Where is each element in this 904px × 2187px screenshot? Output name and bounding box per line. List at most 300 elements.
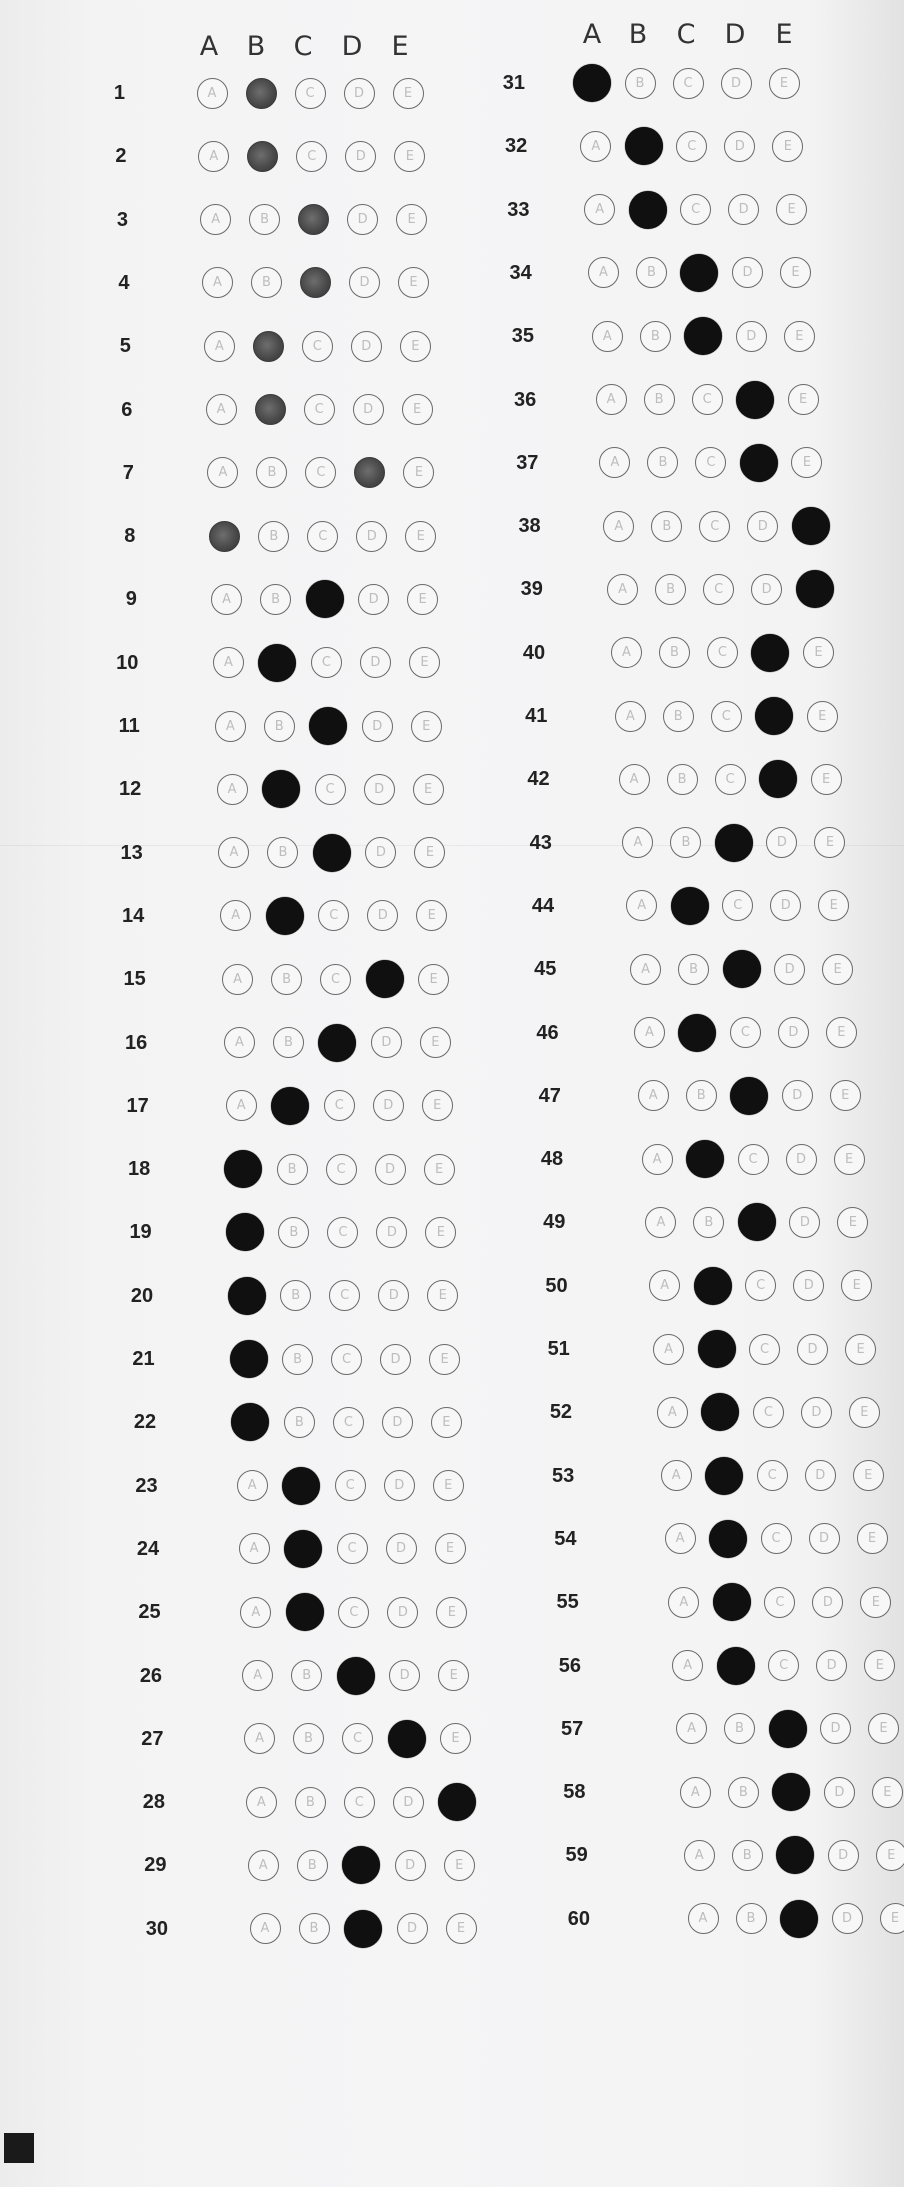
answer-bubble-c[interactable]: C xyxy=(761,1523,792,1554)
answer-bubble-b[interactable]: B xyxy=(625,68,656,99)
answer-bubble-d[interactable]: D xyxy=(820,1713,851,1744)
answer-bubble-e[interactable]: E xyxy=(393,78,424,109)
answer-bubble-b[interactable]: B xyxy=(728,1777,759,1808)
answer-bubble-a[interactable]: A xyxy=(611,637,642,668)
answer-bubble-d[interactable]: D xyxy=(766,827,797,858)
answer-bubble-e[interactable]: E xyxy=(431,1407,462,1438)
answer-bubble-b[interactable] xyxy=(255,394,286,425)
answer-bubble-e[interactable]: E xyxy=(409,647,440,678)
answer-bubble-b[interactable] xyxy=(709,1520,747,1558)
answer-bubble-b[interactable] xyxy=(701,1393,739,1431)
answer-bubble-a[interactable]: A xyxy=(197,78,228,109)
answer-bubble-b[interactable]: B xyxy=(655,574,686,605)
answer-bubble-c[interactable]: C xyxy=(318,900,349,931)
answer-bubble-b[interactable]: B xyxy=(670,827,701,858)
answer-bubble-c[interactable] xyxy=(772,1773,810,1811)
answer-bubble-c[interactable]: C xyxy=(707,637,738,668)
answer-bubble-b[interactable]: B xyxy=(278,1217,309,1248)
answer-bubble-b[interactable] xyxy=(678,1014,716,1052)
answer-bubble-e[interactable]: E xyxy=(420,1027,451,1058)
answer-bubble-e[interactable]: E xyxy=(407,584,438,615)
answer-bubble-b[interactable]: B xyxy=(280,1280,311,1311)
answer-bubble-b[interactable]: B xyxy=(299,1913,330,1944)
answer-bubble-e[interactable]: E xyxy=(811,764,842,795)
answer-bubble-a[interactable]: A xyxy=(657,1397,688,1428)
answer-bubble-a[interactable]: A xyxy=(220,900,251,931)
answer-bubble-d[interactable]: D xyxy=(345,141,376,172)
answer-bubble-c[interactable]: C xyxy=(768,1650,799,1681)
answer-bubble-d[interactable]: D xyxy=(721,68,752,99)
answer-bubble-b[interactable]: B xyxy=(647,447,678,478)
answer-bubble-e[interactable]: E xyxy=(826,1017,857,1048)
answer-bubble-d[interactable]: D xyxy=(344,78,375,109)
answer-bubble-e[interactable]: E xyxy=(433,1470,464,1501)
answer-bubble-d[interactable]: D xyxy=(360,647,391,678)
answer-bubble-c[interactable] xyxy=(730,1077,768,1115)
answer-bubble-b[interactable]: B xyxy=(297,1850,328,1881)
answer-bubble-b[interactable] xyxy=(262,770,300,808)
answer-bubble-a[interactable]: A xyxy=(239,1533,270,1564)
answer-bubble-d[interactable]: D xyxy=(786,1144,817,1175)
answer-bubble-d[interactable]: D xyxy=(364,774,395,805)
answer-bubble-a[interactable]: A xyxy=(661,1460,692,1491)
answer-bubble-a[interactable]: A xyxy=(244,1723,275,1754)
answer-bubble-e[interactable]: E xyxy=(418,964,449,995)
answer-bubble-c[interactable]: C xyxy=(295,78,326,109)
answer-bubble-c[interactable]: C xyxy=(307,521,338,552)
answer-bubble-c[interactable]: C xyxy=(738,1144,769,1175)
answer-bubble-a[interactable]: A xyxy=(204,331,235,362)
answer-bubble-e[interactable]: E xyxy=(427,1280,458,1311)
answer-bubble-a[interactable]: A xyxy=(217,774,248,805)
answer-bubble-d[interactable] xyxy=(751,634,789,672)
answer-bubble-a[interactable]: A xyxy=(607,574,638,605)
answer-bubble-a[interactable] xyxy=(228,1277,266,1315)
answer-bubble-c[interactable]: C xyxy=(722,890,753,921)
answer-bubble-a[interactable]: A xyxy=(634,1017,665,1048)
answer-bubble-d[interactable]: D xyxy=(349,267,380,298)
answer-bubble-b[interactable]: B xyxy=(258,521,289,552)
answer-bubble-b[interactable]: B xyxy=(732,1840,763,1871)
answer-bubble-c[interactable]: C xyxy=(757,1460,788,1491)
answer-bubble-b[interactable] xyxy=(253,331,284,362)
answer-bubble-a[interactable]: A xyxy=(665,1523,696,1554)
answer-bubble-a[interactable]: A xyxy=(603,511,634,542)
answer-bubble-c[interactable]: C xyxy=(302,331,333,362)
answer-bubble-a[interactable]: A xyxy=(672,1650,703,1681)
answer-bubble-b[interactable]: B xyxy=(640,321,671,352)
answer-bubble-e[interactable] xyxy=(438,1783,476,1821)
answer-bubble-c[interactable]: C xyxy=(342,1723,373,1754)
answer-bubble-e[interactable]: E xyxy=(446,1913,477,1944)
answer-bubble-a[interactable]: A xyxy=(207,457,238,488)
answer-bubble-d[interactable]: D xyxy=(382,1407,413,1438)
answer-bubble-a[interactable]: A xyxy=(215,711,246,742)
answer-bubble-d[interactable]: D xyxy=(828,1840,859,1871)
answer-bubble-d[interactable]: D xyxy=(387,1597,418,1628)
answer-bubble-e[interactable]: E xyxy=(769,68,800,99)
answer-bubble-d[interactable]: D xyxy=(362,711,393,742)
answer-bubble-c[interactable] xyxy=(298,204,329,235)
answer-bubble-d[interactable]: D xyxy=(809,1523,840,1554)
answer-bubble-b[interactable]: B xyxy=(651,511,682,542)
answer-bubble-a[interactable]: A xyxy=(638,1080,669,1111)
answer-bubble-e[interactable]: E xyxy=(853,1460,884,1491)
answer-bubble-d[interactable]: D xyxy=(736,321,767,352)
answer-bubble-c[interactable]: C xyxy=(695,447,726,478)
answer-bubble-e[interactable]: E xyxy=(818,890,849,921)
answer-bubble-a[interactable]: A xyxy=(592,321,623,352)
answer-bubble-d[interactable]: D xyxy=(797,1334,828,1365)
answer-bubble-a[interactable]: A xyxy=(599,447,630,478)
answer-bubble-e[interactable]: E xyxy=(413,774,444,805)
answer-bubble-c[interactable] xyxy=(680,254,718,292)
answer-bubble-a[interactable]: A xyxy=(630,954,661,985)
answer-bubble-c[interactable]: C xyxy=(753,1397,784,1428)
answer-bubble-e[interactable]: E xyxy=(803,637,834,668)
answer-bubble-c[interactable]: C xyxy=(337,1533,368,1564)
answer-bubble-c[interactable] xyxy=(313,834,351,872)
answer-bubble-c[interactable]: C xyxy=(333,1407,364,1438)
answer-bubble-b[interactable] xyxy=(258,644,296,682)
answer-bubble-d[interactable]: D xyxy=(789,1207,820,1238)
answer-bubble-e[interactable] xyxy=(792,507,830,545)
answer-bubble-b[interactable]: B xyxy=(686,1080,717,1111)
answer-bubble-d[interactable]: D xyxy=(389,1660,420,1691)
answer-bubble-c[interactable]: C xyxy=(745,1270,776,1301)
answer-bubble-c[interactable] xyxy=(306,580,344,618)
answer-bubble-e[interactable]: E xyxy=(400,331,431,362)
answer-bubble-a[interactable]: A xyxy=(622,827,653,858)
answer-bubble-c[interactable]: C xyxy=(344,1787,375,1818)
answer-bubble-b[interactable] xyxy=(625,127,663,165)
answer-bubble-b[interactable] xyxy=(705,1457,743,1495)
answer-bubble-e[interactable]: E xyxy=(394,141,425,172)
answer-bubble-d[interactable]: D xyxy=(782,1080,813,1111)
answer-bubble-a[interactable]: A xyxy=(226,1090,257,1121)
answer-bubble-a[interactable] xyxy=(226,1213,264,1251)
answer-bubble-b[interactable] xyxy=(713,1583,751,1621)
answer-bubble-b[interactable]: B xyxy=(251,267,282,298)
answer-bubble-b[interactable] xyxy=(266,897,304,935)
answer-bubble-c[interactable] xyxy=(776,1836,814,1874)
answer-bubble-a[interactable] xyxy=(573,64,611,102)
answer-bubble-c[interactable] xyxy=(769,1710,807,1748)
answer-bubble-e[interactable]: E xyxy=(830,1080,861,1111)
answer-bubble-a[interactable]: A xyxy=(224,1027,255,1058)
answer-bubble-c[interactable] xyxy=(342,1846,380,1884)
answer-bubble-c[interactable] xyxy=(318,1024,356,1062)
answer-bubble-a[interactable]: A xyxy=(240,1597,271,1628)
answer-bubble-c[interactable] xyxy=(723,950,761,988)
answer-bubble-e[interactable]: E xyxy=(880,1903,904,1934)
answer-bubble-c[interactable] xyxy=(309,707,347,745)
answer-bubble-b[interactable] xyxy=(247,141,278,172)
answer-bubble-b[interactable]: B xyxy=(264,711,295,742)
answer-bubble-a[interactable]: A xyxy=(680,1777,711,1808)
answer-bubble-d[interactable]: D xyxy=(397,1913,428,1944)
answer-bubble-e[interactable]: E xyxy=(440,1723,471,1754)
answer-bubble-d[interactable]: D xyxy=(770,890,801,921)
answer-bubble-d[interactable]: D xyxy=(793,1270,824,1301)
answer-bubble-e[interactable]: E xyxy=(864,1650,895,1681)
answer-bubble-a[interactable]: A xyxy=(246,1787,277,1818)
answer-bubble-b[interactable] xyxy=(282,1467,320,1505)
answer-bubble-b[interactable] xyxy=(698,1330,736,1368)
answer-bubble-d[interactable] xyxy=(740,444,778,482)
answer-bubble-b[interactable]: B xyxy=(249,204,280,235)
answer-bubble-e[interactable]: E xyxy=(429,1344,460,1375)
answer-bubble-a[interactable]: A xyxy=(200,204,231,235)
answer-bubble-a[interactable] xyxy=(230,1340,268,1378)
answer-bubble-d[interactable]: D xyxy=(812,1587,843,1618)
answer-bubble-a[interactable]: A xyxy=(218,837,249,868)
answer-bubble-e[interactable]: E xyxy=(780,257,811,288)
answer-bubble-a[interactable]: A xyxy=(676,1713,707,1744)
answer-bubble-d[interactable]: D xyxy=(365,837,396,868)
answer-bubble-e[interactable] xyxy=(796,570,834,608)
answer-bubble-c[interactable]: C xyxy=(304,394,335,425)
answer-bubble-b[interactable]: B xyxy=(282,1344,313,1375)
answer-bubble-b[interactable]: B xyxy=(260,584,291,615)
answer-bubble-e[interactable]: E xyxy=(857,1523,888,1554)
answer-bubble-b[interactable]: B xyxy=(267,837,298,868)
answer-bubble-d[interactable]: D xyxy=(747,511,778,542)
answer-bubble-b[interactable]: B xyxy=(271,964,302,995)
answer-bubble-c[interactable]: C xyxy=(324,1090,355,1121)
answer-bubble-d[interactable]: D xyxy=(816,1650,847,1681)
answer-bubble-a[interactable]: A xyxy=(619,764,650,795)
answer-bubble-c[interactable]: C xyxy=(711,701,742,732)
answer-bubble-d[interactable]: D xyxy=(774,954,805,985)
answer-bubble-d[interactable]: D xyxy=(384,1470,415,1501)
answer-bubble-c[interactable]: C xyxy=(749,1334,780,1365)
answer-bubble-d[interactable]: D xyxy=(347,204,378,235)
answer-bubble-c[interactable]: C xyxy=(296,141,327,172)
answer-bubble-a[interactable]: A xyxy=(198,141,229,172)
answer-bubble-c[interactable]: C xyxy=(715,764,746,795)
answer-bubble-c[interactable] xyxy=(780,1900,818,1938)
answer-bubble-b[interactable] xyxy=(686,1140,724,1178)
answer-bubble-d[interactable]: D xyxy=(371,1027,402,1058)
answer-bubble-e[interactable]: E xyxy=(398,267,429,298)
answer-bubble-a[interactable]: A xyxy=(213,647,244,678)
answer-bubble-e[interactable]: E xyxy=(403,457,434,488)
answer-bubble-d[interactable] xyxy=(736,381,774,419)
answer-bubble-e[interactable]: E xyxy=(860,1587,891,1618)
answer-bubble-c[interactable]: C xyxy=(676,131,707,162)
answer-bubble-c[interactable]: C xyxy=(703,574,734,605)
answer-bubble-a[interactable]: A xyxy=(645,1207,676,1238)
answer-bubble-e[interactable]: E xyxy=(845,1334,876,1365)
answer-bubble-d[interactable]: D xyxy=(378,1280,409,1311)
answer-bubble-a[interactable]: A xyxy=(588,257,619,288)
answer-bubble-a[interactable]: A xyxy=(584,194,615,225)
answer-bubble-b[interactable] xyxy=(629,191,667,229)
answer-bubble-a[interactable]: A xyxy=(202,267,233,298)
answer-bubble-e[interactable]: E xyxy=(876,1840,904,1871)
answer-bubble-d[interactable]: D xyxy=(724,131,755,162)
answer-bubble-d[interactable]: D xyxy=(358,584,389,615)
answer-bubble-d[interactable]: D xyxy=(351,331,382,362)
answer-bubble-e[interactable]: E xyxy=(791,447,822,478)
answer-bubble-d[interactable]: D xyxy=(380,1344,411,1375)
answer-bubble-c[interactable]: C xyxy=(326,1154,357,1185)
answer-bubble-a[interactable]: A xyxy=(211,584,242,615)
answer-bubble-c[interactable]: C xyxy=(692,384,723,415)
answer-bubble-a[interactable]: A xyxy=(688,1903,719,1934)
answer-bubble-a[interactable]: A xyxy=(250,1913,281,1944)
answer-bubble-e[interactable]: E xyxy=(834,1144,865,1175)
answer-bubble-a[interactable]: A xyxy=(649,1270,680,1301)
answer-bubble-b[interactable]: B xyxy=(678,954,709,985)
answer-bubble-d[interactable] xyxy=(759,760,797,798)
answer-bubble-b[interactable]: B xyxy=(291,1660,322,1691)
answer-bubble-b[interactable] xyxy=(671,887,709,925)
answer-bubble-b[interactable] xyxy=(271,1087,309,1125)
answer-bubble-d[interactable]: D xyxy=(832,1903,863,1934)
answer-bubble-a[interactable]: A xyxy=(615,701,646,732)
answer-bubble-c[interactable] xyxy=(300,267,331,298)
answer-bubble-c[interactable] xyxy=(738,1203,776,1241)
answer-bubble-c[interactable]: C xyxy=(315,774,346,805)
answer-bubble-b[interactable] xyxy=(246,78,277,109)
answer-bubble-a[interactable]: A xyxy=(642,1144,673,1175)
answer-bubble-e[interactable]: E xyxy=(849,1397,880,1428)
answer-bubble-d[interactable] xyxy=(388,1720,426,1758)
answer-bubble-e[interactable]: E xyxy=(872,1777,903,1808)
answer-bubble-d[interactable]: D xyxy=(393,1787,424,1818)
answer-bubble-c[interactable]: C xyxy=(764,1587,795,1618)
answer-bubble-e[interactable]: E xyxy=(444,1850,475,1881)
answer-bubble-b[interactable]: B xyxy=(663,701,694,732)
answer-bubble-e[interactable]: E xyxy=(414,837,445,868)
answer-bubble-d[interactable]: D xyxy=(801,1397,832,1428)
answer-bubble-e[interactable]: E xyxy=(822,954,853,985)
answer-bubble-a[interactable] xyxy=(224,1150,262,1188)
answer-bubble-d[interactable]: D xyxy=(728,194,759,225)
answer-bubble-d[interactable]: D xyxy=(778,1017,809,1048)
answer-bubble-c[interactable]: C xyxy=(673,68,704,99)
answer-bubble-c[interactable]: C xyxy=(305,457,336,488)
answer-bubble-e[interactable]: E xyxy=(424,1154,455,1185)
answer-bubble-a[interactable]: A xyxy=(242,1660,273,1691)
answer-bubble-e[interactable]: E xyxy=(868,1713,899,1744)
answer-bubble-b[interactable]: B xyxy=(724,1713,755,1744)
answer-bubble-a[interactable]: A xyxy=(237,1470,268,1501)
answer-bubble-b[interactable] xyxy=(717,1647,755,1685)
answer-bubble-e[interactable]: E xyxy=(841,1270,872,1301)
answer-bubble-e[interactable]: E xyxy=(784,321,815,352)
answer-bubble-a[interactable]: A xyxy=(668,1587,699,1618)
answer-bubble-b[interactable]: B xyxy=(277,1154,308,1185)
answer-bubble-d[interactable]: D xyxy=(376,1217,407,1248)
answer-bubble-b[interactable]: B xyxy=(636,257,667,288)
answer-bubble-e[interactable]: E xyxy=(435,1533,466,1564)
answer-bubble-e[interactable]: E xyxy=(402,394,433,425)
answer-bubble-d[interactable]: D xyxy=(356,521,387,552)
answer-bubble-b[interactable]: B xyxy=(659,637,690,668)
answer-bubble-b[interactable]: B xyxy=(736,1903,767,1934)
answer-bubble-b[interactable] xyxy=(284,1530,322,1568)
answer-bubble-b[interactable]: B xyxy=(693,1207,724,1238)
answer-bubble-c[interactable]: C xyxy=(335,1470,366,1501)
answer-bubble-b[interactable]: B xyxy=(273,1027,304,1058)
answer-bubble-c[interactable]: C xyxy=(730,1017,761,1048)
answer-bubble-c[interactable]: C xyxy=(327,1217,358,1248)
answer-bubble-d[interactable] xyxy=(354,457,385,488)
answer-bubble-a[interactable]: A xyxy=(626,890,657,921)
answer-bubble-c[interactable]: C xyxy=(338,1597,369,1628)
answer-bubble-e[interactable]: E xyxy=(814,827,845,858)
answer-bubble-a[interactable] xyxy=(231,1403,269,1441)
answer-bubble-a[interactable]: A xyxy=(653,1334,684,1365)
answer-bubble-a[interactable]: A xyxy=(222,964,253,995)
answer-bubble-d[interactable]: D xyxy=(805,1460,836,1491)
answer-bubble-e[interactable]: E xyxy=(776,194,807,225)
answer-bubble-b[interactable] xyxy=(286,1593,324,1631)
answer-bubble-e[interactable]: E xyxy=(405,521,436,552)
answer-bubble-c[interactable]: C xyxy=(311,647,342,678)
answer-bubble-a[interactable]: A xyxy=(684,1840,715,1871)
answer-bubble-a[interactable]: A xyxy=(248,1850,279,1881)
answer-bubble-a[interactable]: A xyxy=(580,131,611,162)
answer-bubble-b[interactable]: B xyxy=(284,1407,315,1438)
answer-bubble-c[interactable] xyxy=(715,824,753,862)
answer-bubble-e[interactable]: E xyxy=(416,900,447,931)
answer-bubble-b[interactable]: B xyxy=(295,1787,326,1818)
answer-bubble-e[interactable]: E xyxy=(837,1207,868,1238)
answer-bubble-a[interactable]: A xyxy=(206,394,237,425)
answer-bubble-d[interactable]: D xyxy=(386,1533,417,1564)
answer-bubble-c[interactable] xyxy=(344,1910,382,1948)
answer-bubble-a[interactable] xyxy=(209,521,240,552)
answer-bubble-d[interactable] xyxy=(366,960,404,998)
answer-bubble-e[interactable]: E xyxy=(422,1090,453,1121)
answer-bubble-e[interactable]: E xyxy=(788,384,819,415)
answer-bubble-d[interactable]: D xyxy=(375,1154,406,1185)
answer-bubble-c[interactable]: C xyxy=(699,511,730,542)
answer-bubble-c[interactable]: C xyxy=(329,1280,360,1311)
answer-bubble-e[interactable]: E xyxy=(436,1597,467,1628)
answer-bubble-e[interactable]: E xyxy=(396,204,427,235)
answer-bubble-c[interactable]: C xyxy=(680,194,711,225)
answer-bubble-d[interactable]: D xyxy=(732,257,763,288)
answer-bubble-b[interactable]: B xyxy=(667,764,698,795)
answer-bubble-d[interactable]: D xyxy=(751,574,782,605)
answer-bubble-c[interactable]: C xyxy=(320,964,351,995)
answer-bubble-c[interactable] xyxy=(337,1657,375,1695)
answer-bubble-e[interactable]: E xyxy=(411,711,442,742)
answer-bubble-d[interactable]: D xyxy=(395,1850,426,1881)
answer-bubble-b[interactable]: B xyxy=(256,457,287,488)
answer-bubble-b[interactable] xyxy=(694,1267,732,1305)
answer-bubble-d[interactable]: D xyxy=(373,1090,404,1121)
answer-bubble-e[interactable]: E xyxy=(425,1217,456,1248)
answer-bubble-b[interactable]: B xyxy=(293,1723,324,1754)
answer-bubble-a[interactable]: A xyxy=(596,384,627,415)
answer-bubble-c[interactable] xyxy=(684,317,722,355)
answer-bubble-e[interactable]: E xyxy=(438,1660,469,1691)
answer-bubble-e[interactable]: E xyxy=(807,701,838,732)
answer-bubble-b[interactable]: B xyxy=(644,384,675,415)
answer-bubble-e[interactable]: E xyxy=(772,131,803,162)
answer-bubble-d[interactable]: D xyxy=(367,900,398,931)
answer-bubble-c[interactable]: C xyxy=(331,1344,362,1375)
answer-bubble-d[interactable]: D xyxy=(353,394,384,425)
answer-bubble-d[interactable] xyxy=(755,697,793,735)
answer-bubble-d[interactable]: D xyxy=(824,1777,855,1808)
